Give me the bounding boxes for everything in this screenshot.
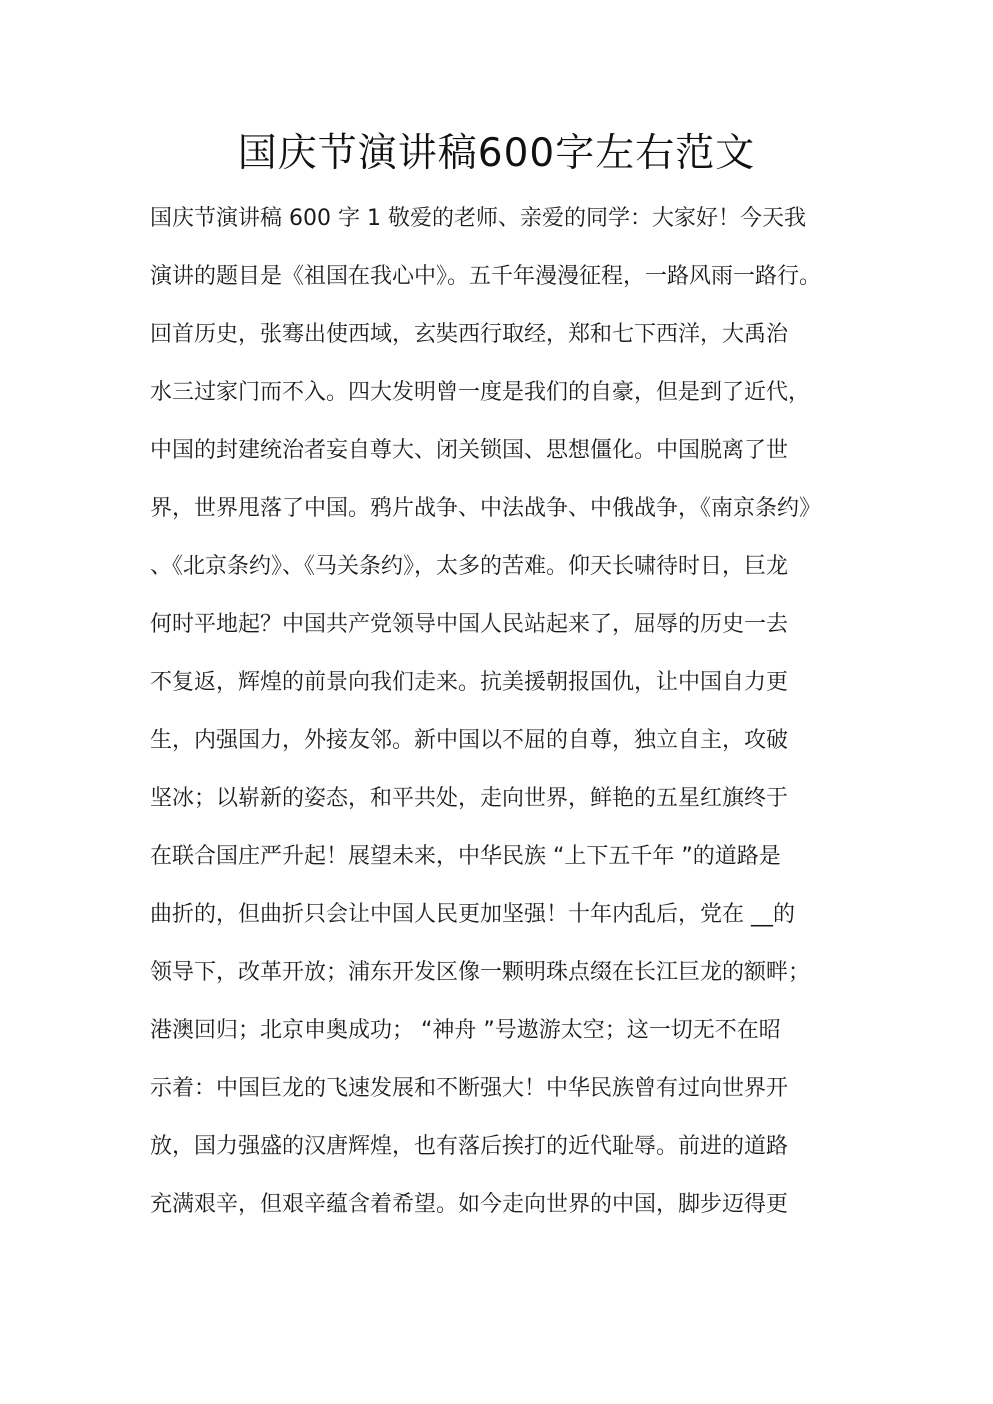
body-line: 领导下，改革开放；浦东开发区像一颗明珠点缀在长江巨龙的额畔； [150,960,811,985]
body-line: 坚冰；以崭新的姿态，和平共处，走向世界，鲜艳的五星红旗终于 [150,786,789,811]
body-line: 曲折的，但曲折只会让中国人民更加坚强！十年内乱后，党在 __的 [150,902,795,927]
body-line: 中国的封建统治者妄自尊大、闭关锁国、思想僵化。中国脱离了世 [150,438,789,463]
body-line: 充满艰辛，但艰辛蕴含着希望。如今走向世界的中国，脚步迈得更 [150,1192,789,1217]
body-line: 水三过家门而不入。四大发明曾一度是我们的自豪，但是到了近代， [150,380,811,405]
body-line: 在联合国庄严升起！展望未来，中华民族 “上下五千年 ”的道路是 [150,844,781,869]
body-line: 、《北京条约》、《马关条约》，太多的苦难。仰天长啸待时日，巨龙 [150,554,789,579]
body-line: 港澳回归；北京申奥成功； “神舟 ”号遨游太空；这一切无不在昭 [150,1018,781,1043]
body-line: 生，内强国力，外接友邻。新中国以不屈的自尊，独立自主，攻破 [150,728,789,753]
body-line: 不复返，辉煌的前景向我们走来。抗美援朝报国仇，让中国自力更 [150,670,789,695]
body-line: 示着：中国巨龙的飞速发展和不断强大！中华民族曾有过向世界开 [150,1076,789,1101]
body-line: 国庆节演讲稿 600 字 1 敬爱的老师、亲爱的同学：大家好！今天我 [150,206,806,231]
body-line: 何时平地起？中国共产党领导中国人民站起来了，屈辱的历史一去 [150,612,789,637]
body-line: 回首历史，张骞出使西域，玄奘西行取经，郑和七下西洋，大禹治 [150,322,789,347]
document-title: 国庆节演讲稿600字左右范文 [237,131,756,176]
body-line: 演讲的题目是《祖国在我心中》。五千年漫漫征程，一路风雨一路行。 [150,264,822,289]
body-line: 界，世界甩落了中国。鸦片战争、中法战争、中俄战争，《南京条约》 [150,496,822,521]
body-line: 放，国力强盛的汉唐辉煌，也有落后挨打的近代耻辱。前进的道路 [150,1134,789,1159]
